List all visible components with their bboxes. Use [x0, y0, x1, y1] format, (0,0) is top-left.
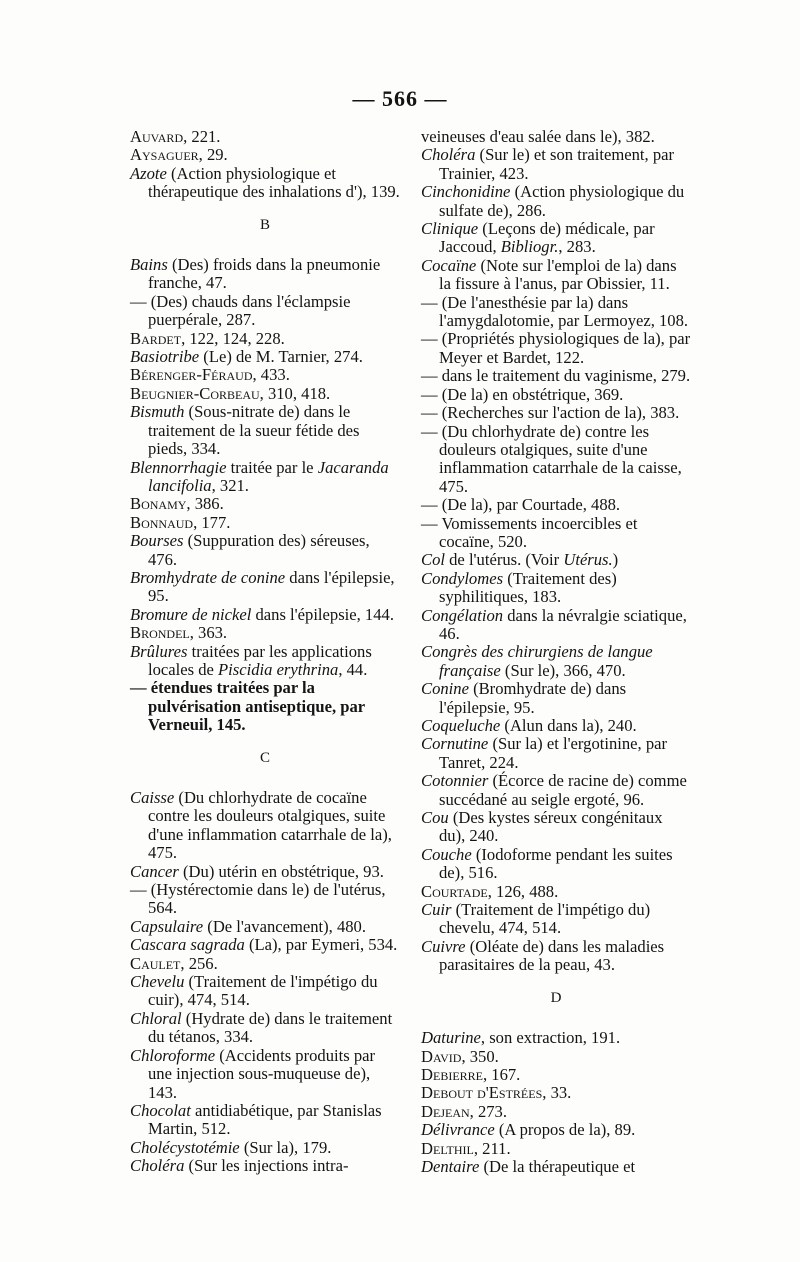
index-entry [130, 256, 400, 293]
index-entry [130, 366, 400, 384]
entry-term: Cocaïne [421, 255, 477, 275]
index-entry [130, 973, 400, 1010]
entry-text: — (Recherches sur l'action de la), 383. [421, 403, 680, 423]
entry-text: (Iodoforme pendant les suites de), 516. [439, 844, 673, 883]
index-entry [421, 735, 691, 772]
entry-text: (A propos de la), 89. [494, 1120, 636, 1140]
entry-text: (Du chlorhydrate de cocaïne contre les douleurs otalgiques, suite d'une inflammation catarrhale de la), 475. [148, 788, 392, 863]
index-entry [130, 606, 400, 624]
index-entry [130, 459, 400, 496]
index-entry [421, 607, 691, 644]
entry-text: , 363. [189, 623, 228, 643]
entry-text: — (Des) chauds dans l'éclampsie puerpérale, 287. [130, 291, 351, 330]
entry-term: Bourses [130, 531, 184, 551]
index-entry [421, 1066, 691, 1084]
entry-text: (Sous-nitrate de) dans le traitement de la sueur fétide des pieds, 334. [148, 402, 360, 459]
entry-text: (Des kystes séreux congénitaux du), 240. [439, 808, 663, 846]
entry-term: Basiotribe [130, 347, 200, 367]
entry-term: Capsulaire [130, 916, 204, 936]
entry-term: Bonamy [130, 494, 187, 514]
section-letter: C [259, 749, 270, 766]
entry-term: Couche [421, 844, 472, 864]
entry-term: Chevelu [130, 972, 185, 992]
entry-term: Auvard [130, 127, 184, 146]
entry-term: Beugnier-Corbeau [130, 383, 260, 403]
section-letter: D [550, 989, 562, 1006]
entry-text: (Le) de M. Tarnier, 274. [199, 347, 363, 367]
entry-text: (Bromhydrate de) dans l'épilepsie, 95. [439, 679, 627, 717]
entry-term: Bérenger-Féraud [130, 365, 253, 385]
entry-text: (Accidents produits par une injection sous-muqueuse de), 143. [148, 1045, 376, 1102]
entry-term: Cancer [130, 861, 179, 881]
entry-term: Caisse [130, 788, 175, 807]
entry-text: veineuses d'eau salée dans le), 382. [421, 127, 655, 146]
index-entry [130, 643, 400, 680]
entry-text: , 211. [473, 1138, 511, 1158]
index-entry [130, 330, 400, 348]
entry-text: (Traitement de l'impétigo du cuir), 474, 514. [148, 972, 378, 1010]
index-entry [421, 146, 691, 183]
entry-text-secondary: , 283. [558, 237, 596, 257]
entry-term: Bromure de nickel [130, 604, 252, 624]
entry-term: Congrès des chirurgiens de langue française [421, 642, 653, 680]
entry-text: — (De la) en obstétrique, 369. [421, 384, 624, 404]
entry-term: Debierre [421, 1064, 483, 1084]
index-entry [130, 1157, 400, 1175]
entry-term: Cuir [421, 900, 452, 920]
entry-text: , 256. [180, 953, 218, 973]
index-entry [130, 128, 400, 146]
index-entry [421, 551, 691, 569]
entry-text: dans l'épilepsie, 95. [148, 567, 395, 606]
index-entry [421, 1140, 691, 1158]
index-entry [421, 1048, 691, 1066]
entry-text: , 33. [542, 1083, 572, 1103]
index-entry [130, 936, 400, 954]
entry-term-secondary: Jacaranda lancifolia [148, 457, 389, 495]
entry-text: de l'utérus. (Voir [444, 550, 564, 570]
entry-term-secondary: Bibliogr. [500, 237, 559, 257]
entry-term: Cuivre [421, 936, 466, 956]
index-entry [421, 330, 691, 367]
index-entry [130, 385, 400, 403]
page-number: — 566 — [352, 86, 448, 111]
index-entry [421, 515, 691, 552]
entry-text: , 310, 418. [259, 383, 331, 403]
index-entry [421, 938, 691, 975]
entry-term: Daturine [421, 1028, 481, 1048]
index-entry [421, 717, 691, 735]
entry-text: , 221. [183, 127, 221, 146]
entry-term: Bardet [130, 328, 182, 348]
entry-term: Delthil [421, 1138, 474, 1158]
index-entry [421, 901, 691, 938]
entry-term: Cholécystotémie [130, 1137, 240, 1157]
index-entry [130, 955, 400, 973]
entry-term: Coqueluche [421, 716, 501, 735]
entry-term: Brondel [130, 623, 190, 643]
entry-term: Aysaguer [130, 145, 199, 165]
entry-term-secondary: Piscidia erythrina [218, 659, 339, 679]
section-letter: B [259, 216, 270, 233]
index-entry [421, 643, 691, 680]
index-entry [130, 514, 400, 532]
entry-term: Bonnaud [130, 512, 194, 532]
entry-text-secondary: , 321. [211, 475, 249, 495]
entry-text: , son extraction, 191. [480, 1028, 621, 1048]
index-entry [421, 183, 691, 220]
entry-text: (Hydrate de) dans le traitement du tétanos, 334. [148, 1008, 393, 1047]
entry-text: dans l'épilepsie, 144. [251, 604, 394, 624]
entry-text: — (De l'anesthésie par la) dans l'amygdalotomie, par Lermoyez, 108. [421, 292, 689, 331]
index-entry [421, 1084, 691, 1102]
entry-text: , 177. [193, 512, 231, 532]
index-entry [130, 348, 400, 366]
entry-text: (Leçons de) médicale, par Jaccoud, [439, 219, 655, 257]
index-entry [130, 1010, 400, 1047]
index-entry [421, 883, 691, 901]
index-entry [130, 403, 400, 458]
index-entry [421, 496, 691, 514]
entry-term: Bismuth [130, 402, 185, 422]
entry-text: — étendues traitées par la pulvérisation antiseptique, par Verneuil, 145. [130, 678, 365, 735]
entry-text: , 126, 488. [487, 881, 559, 901]
index-entry [130, 495, 400, 513]
entry-term: Bains [130, 255, 168, 275]
entry-term: Col [421, 550, 445, 570]
entry-text: — (De la), par Courtade, 488. [421, 495, 621, 515]
index-entry [130, 1102, 400, 1139]
entry-text: (Alun dans la), 240. [500, 716, 637, 735]
entry-term: Chloroforme [130, 1045, 216, 1065]
index-entry [130, 293, 400, 330]
entry-term: Clinique [421, 219, 479, 239]
index-entry [130, 1047, 400, 1102]
entry-text: (Action physiologique du sulfate de), 286. [439, 182, 685, 220]
entry-text: — (Du chlorhydrate de) contre les douleurs otalgiques, suite d'une inflammation catarrhale de la caisse, 475. [421, 421, 682, 496]
entry-text: — Vomissements incoercibles et cocaïne, 520. [421, 513, 638, 551]
entry-term: Brûlures [130, 641, 188, 661]
entry-term: Cinchonidine [421, 182, 511, 202]
entry-text: (Traitement des) syphilitiques, 183. [439, 568, 617, 607]
entry-text: (Action physiologique et thérapeutique des inhalations d'), 139. [148, 163, 400, 202]
index-entry [421, 1158, 691, 1176]
entry-text: traitée par le [226, 457, 318, 477]
index-entry [130, 532, 400, 569]
entry-text: (Suppuration des) séreuses, 476. [148, 531, 370, 569]
index-entry [421, 772, 691, 809]
index-entry [130, 569, 400, 606]
index-entry [421, 809, 691, 846]
entry-term: Bromhydrate de conine [130, 567, 286, 587]
entry-text: , 122, 124, 228. [181, 328, 285, 348]
entry-text: , 386. [186, 494, 224, 514]
index-entry [130, 165, 400, 202]
index-entry [421, 846, 691, 883]
entry-term: Cornutine [421, 734, 489, 754]
index-entry [130, 918, 400, 936]
entry-term: Caulet [130, 953, 181, 973]
entry-text: dans la névralgie sciatique, 46. [439, 605, 687, 643]
index-entry [421, 220, 691, 257]
entry-text: , 350. [461, 1046, 499, 1066]
entry-text: , 433. [252, 365, 290, 385]
entry-text: — (Propriétés physiologiques de la), par Meyer et Bardet, 122. [421, 329, 691, 367]
index-column-left [130, 128, 400, 1176]
entry-text: (De l'avancement), 480. [203, 916, 367, 936]
entry-text: (Traitement de l'impétigo du) chevelu, 474, 514. [439, 900, 651, 938]
entry-term: Cou [421, 808, 449, 828]
index-entry [421, 294, 691, 331]
entry-text: (Du) utérin en obstétrique, 93. [178, 861, 384, 881]
index-entry [130, 146, 400, 164]
index-entry [421, 1029, 691, 1047]
index-entry [421, 1103, 691, 1121]
entry-term: Dentaire [421, 1156, 480, 1176]
entry-text: (Des) froids dans la pneumonie franche, 47. [148, 255, 381, 293]
entry-text: (Sur la), 179. [239, 1137, 332, 1157]
entry-text: (Écorce de racine de) comme succédané au seigle ergoté, 96. [439, 771, 687, 809]
entry-term: David [421, 1046, 462, 1066]
entry-term: Conine [421, 679, 469, 699]
entry-text: (La), par Eymeri, 534. [244, 935, 398, 955]
entry-term: Choléra [421, 145, 476, 165]
entry-term: Congélation [421, 605, 504, 625]
entry-text: , 167. [482, 1064, 521, 1084]
entry-text: , 29. [198, 145, 228, 165]
index-entry [130, 624, 400, 642]
index-entry [130, 789, 400, 863]
entry-text: — (Hystérectomie dans le) de l'utérus, 564. [130, 880, 386, 918]
entry-term-secondary: Utérus. [563, 550, 613, 570]
entry-term: Debout d'Estrées [421, 1083, 543, 1103]
entry-text: (Oléate de) dans les maladies parasitaires de la peau, 43. [439, 936, 665, 975]
entry-term: Choléra [130, 1156, 185, 1176]
entry-term: Courtade [421, 881, 488, 901]
entry-text: antidiabétique, par Stanislas Martin, 512. [148, 1100, 382, 1139]
entry-text-secondary: ) [612, 550, 619, 570]
entry-text: (Sur la) et l'ergotinine, par Tanret, 224. [439, 734, 668, 772]
entry-term: Condylomes [421, 568, 504, 588]
index-entry [421, 680, 691, 717]
index-entry [130, 679, 400, 734]
entry-term: Cascara sagrada [130, 935, 245, 955]
entry-text: (Sur les injections intra- [184, 1156, 349, 1176]
index-entry [421, 1121, 691, 1139]
index-entry [130, 881, 400, 918]
entry-term: Chloral [130, 1008, 182, 1028]
entry-term: Délivrance [421, 1120, 495, 1140]
index-entry [421, 386, 691, 404]
index-entry [421, 570, 691, 607]
index-entry [421, 128, 691, 146]
index-column-right [421, 128, 691, 1176]
index-entry [421, 257, 691, 294]
entry-text: , 273. [469, 1101, 507, 1121]
index-entry [421, 404, 691, 422]
entry-text-secondary: , 44. [338, 659, 368, 679]
index-entry [130, 863, 400, 881]
index-entry [130, 1139, 400, 1157]
entry-text: (Sur le), 366, 470. [500, 660, 626, 680]
entry-term: Cotonnier [421, 771, 489, 791]
entry-text: (Note sur l'emploi de la) dans la fissure à l'anus, par Obissier, 11. [439, 255, 677, 294]
entry-text: — dans le traitement du vaginisme, 279. [421, 366, 691, 386]
entry-text: traitées par les applications locales de [148, 641, 372, 679]
entry-term: Dejean [421, 1101, 470, 1121]
index-entry [421, 367, 691, 385]
entry-text: (De la thérapeutique et [479, 1156, 636, 1176]
entry-term: Blennorrhagie [130, 457, 227, 477]
index-entry [421, 423, 691, 497]
entry-term: Chocolat [130, 1100, 191, 1120]
entry-text: (Sur le) et son traitement, par Trainier, 423. [439, 145, 675, 183]
entry-term: Azote [130, 163, 167, 183]
